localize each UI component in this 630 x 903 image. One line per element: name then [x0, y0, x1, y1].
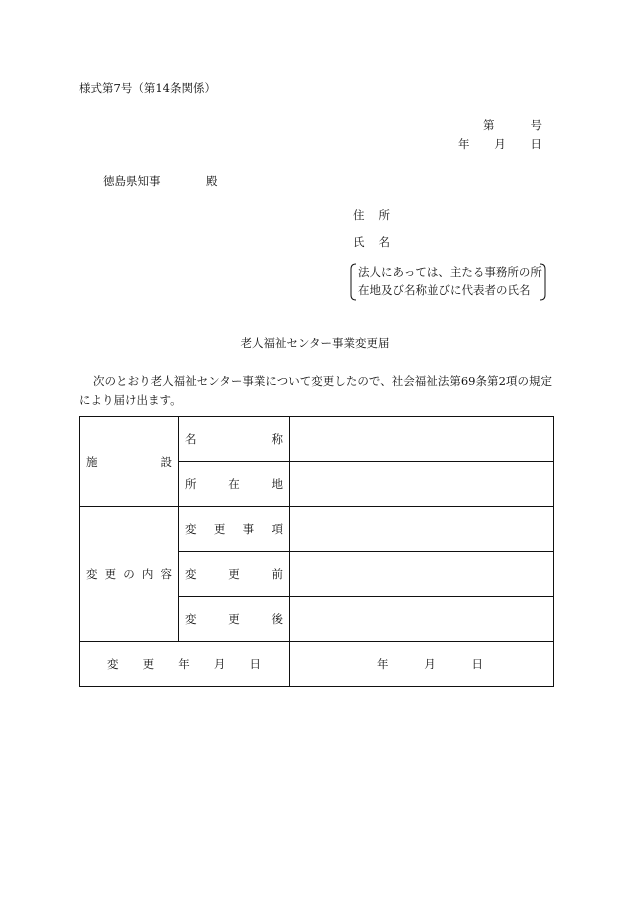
label-char: 内 [141, 567, 154, 581]
label-char: 施 [86, 454, 98, 469]
label-char: 変 [86, 567, 98, 581]
right-bracket-stroke [540, 264, 545, 300]
document-number [483, 117, 542, 133]
after-change-value [290, 597, 554, 642]
label-char: 在 [228, 477, 240, 491]
change-date-label-cell [80, 642, 290, 687]
applicant-address-label [353, 207, 390, 223]
label-char: 変 [185, 522, 197, 536]
applicant-name-label [353, 234, 390, 250]
corporate-note-line: 在地及び名称並びに代表者の氏名 [358, 283, 531, 297]
facility-label-cell [80, 417, 179, 507]
label-char: 容 [160, 567, 172, 581]
label-char: 更 [104, 567, 117, 581]
change-content-label-cell [80, 507, 179, 642]
change-content-label [86, 566, 172, 582]
label-char: 称 [271, 432, 283, 446]
label-char: 事 [242, 522, 255, 536]
label-char: 項 [271, 522, 283, 536]
submission-date-day: 日 [530, 137, 542, 151]
label-char: 月 [213, 657, 226, 671]
change-date-value-cell [290, 642, 554, 687]
facility-label [86, 454, 172, 470]
change-form-table [79, 416, 554, 687]
table-row [80, 507, 554, 552]
table-row [80, 417, 554, 462]
change-date-day: 日 [471, 657, 483, 671]
table-row [80, 642, 554, 687]
change-item-label [185, 521, 283, 537]
facility-location-label-cell [179, 462, 290, 507]
label-char: 後 [271, 612, 283, 626]
label-char: 変 [185, 612, 197, 626]
form-number: 様式第7号（第14条関係） [79, 81, 216, 95]
change-date-label [107, 656, 261, 672]
left-bracket [349, 263, 357, 301]
after-change-label-cell [179, 597, 290, 642]
facility-location-label [185, 476, 283, 492]
facility-name-label [185, 431, 283, 447]
body-line: 次のとおり老人福祉センター事業について変更したので、社会福祉法第69条第2項の規定 [93, 374, 552, 388]
change-item-label-cell [179, 507, 290, 552]
corporate-note-line: 法人にあっては、主たる事務所の所 [358, 265, 542, 279]
label-char: 変 [107, 657, 119, 671]
label-char: の [123, 567, 135, 581]
document-title: 老人福祉センター事業変更届 [240, 336, 390, 350]
change-date-month: 月 [424, 657, 436, 671]
right-bracket [539, 263, 547, 301]
label-char: 所 [378, 208, 390, 222]
document-number-prefix: 第 [483, 118, 495, 132]
label-char: 設 [160, 454, 172, 469]
label-char: 日 [249, 657, 261, 671]
label-char: 地 [271, 477, 283, 491]
submission-date [458, 136, 542, 152]
before-change-value [290, 552, 554, 597]
addressee-honorific: 殿 [206, 174, 218, 188]
label-char: 更 [228, 567, 240, 581]
change-date-value [377, 656, 483, 672]
label-char: 前 [271, 567, 283, 581]
label-char: 更 [213, 522, 226, 536]
change-item-value [290, 507, 554, 552]
corporate-note [358, 263, 542, 299]
label-char: 名 [378, 235, 390, 249]
change-date-year: 年 [377, 657, 389, 671]
facility-name-label-cell [179, 417, 290, 462]
label-char: 住 [353, 208, 365, 222]
submission-date-year: 年 [458, 137, 470, 151]
addressee-name: 徳島県知事 [103, 174, 161, 188]
label-char: 所 [185, 477, 197, 491]
facility-name-value [290, 417, 554, 462]
facility-location-value [290, 462, 554, 507]
label-char: 氏 [353, 235, 365, 249]
after-change-label [185, 611, 283, 627]
document-number-suffix: 号 [530, 118, 542, 132]
left-bracket-stroke [351, 264, 356, 300]
submission-date-month: 月 [494, 137, 506, 151]
label-char: 年 [178, 657, 190, 671]
label-char: 更 [142, 657, 155, 671]
body-line: により届け出ます。 [79, 393, 182, 407]
label-char: 変 [185, 567, 197, 581]
label-char: 更 [228, 612, 240, 626]
label-char: 名 [185, 432, 197, 446]
before-change-label-cell [179, 552, 290, 597]
before-change-label [185, 566, 283, 582]
